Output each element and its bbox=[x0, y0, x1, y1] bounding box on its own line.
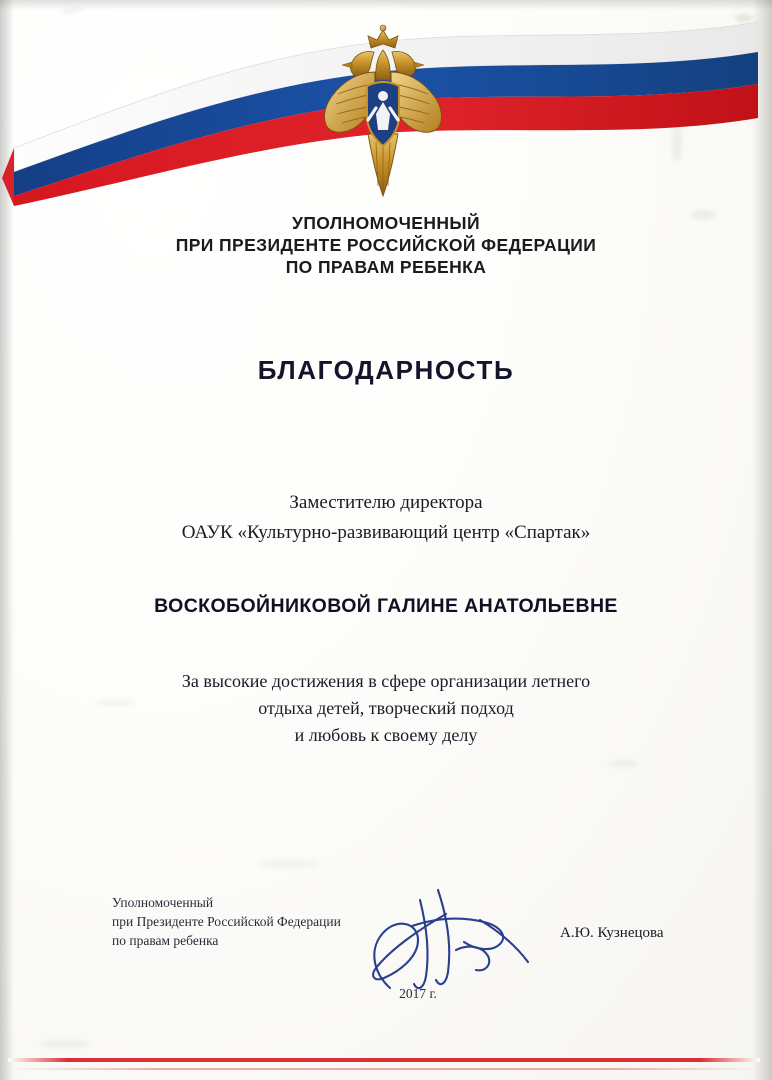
award-title: БЛАГОДАРНОСТЬ bbox=[257, 355, 515, 385]
award-reason-line2: отдыха детей, творческий подход bbox=[258, 698, 514, 718]
organization-title bbox=[0, 212, 772, 278]
signer-title-line1: Уполномоченный bbox=[112, 895, 214, 910]
award-year: 2017 г. bbox=[399, 986, 437, 1001]
signer-title-line2: при Президенте Российской Федерации bbox=[112, 914, 341, 929]
recipient-role-line2: ОАУК «Культурно-развивающий центр «Спартак» bbox=[181, 522, 591, 543]
organization-title-line1: УПОЛНОМОЧЕННЫЙ bbox=[292, 213, 480, 233]
organization-title-line3: ПО ПРАВАМ РЕБЕНКА bbox=[285, 257, 487, 277]
signer-title-line3: по правам ребенка bbox=[112, 933, 219, 948]
scan-blemish bbox=[260, 860, 320, 868]
award-reason-line3: и любовь к своему делу bbox=[294, 725, 478, 745]
award-reason bbox=[0, 668, 772, 749]
bottom-red-accent-bar bbox=[8, 1058, 760, 1062]
bottom-red-accent-bar-secondary bbox=[8, 1068, 760, 1070]
double-headed-eagle-emblem-icon bbox=[318, 24, 448, 204]
recipient-role-line1: Заместителю директора bbox=[289, 492, 483, 513]
scan-blemish bbox=[40, 1040, 90, 1048]
handwritten-signature-icon bbox=[360, 880, 560, 1000]
award-reason-line1: За высокие достижения в сфере организации летнего bbox=[181, 671, 591, 691]
recipient-name: ВОСКОБОЙНИКОВОЙ ГАЛИНЕ АНАТОЛЬЕВНЕ bbox=[154, 595, 618, 617]
recipient-role bbox=[0, 488, 772, 548]
organization-title-line2: ПРИ ПРЕЗИДЕНТЕ РОССИЙСКОЙ ФЕДЕРАЦИИ bbox=[175, 235, 597, 255]
signer-name: А.Ю. Кузнецова bbox=[560, 925, 664, 941]
scan-blemish bbox=[608, 760, 638, 767]
